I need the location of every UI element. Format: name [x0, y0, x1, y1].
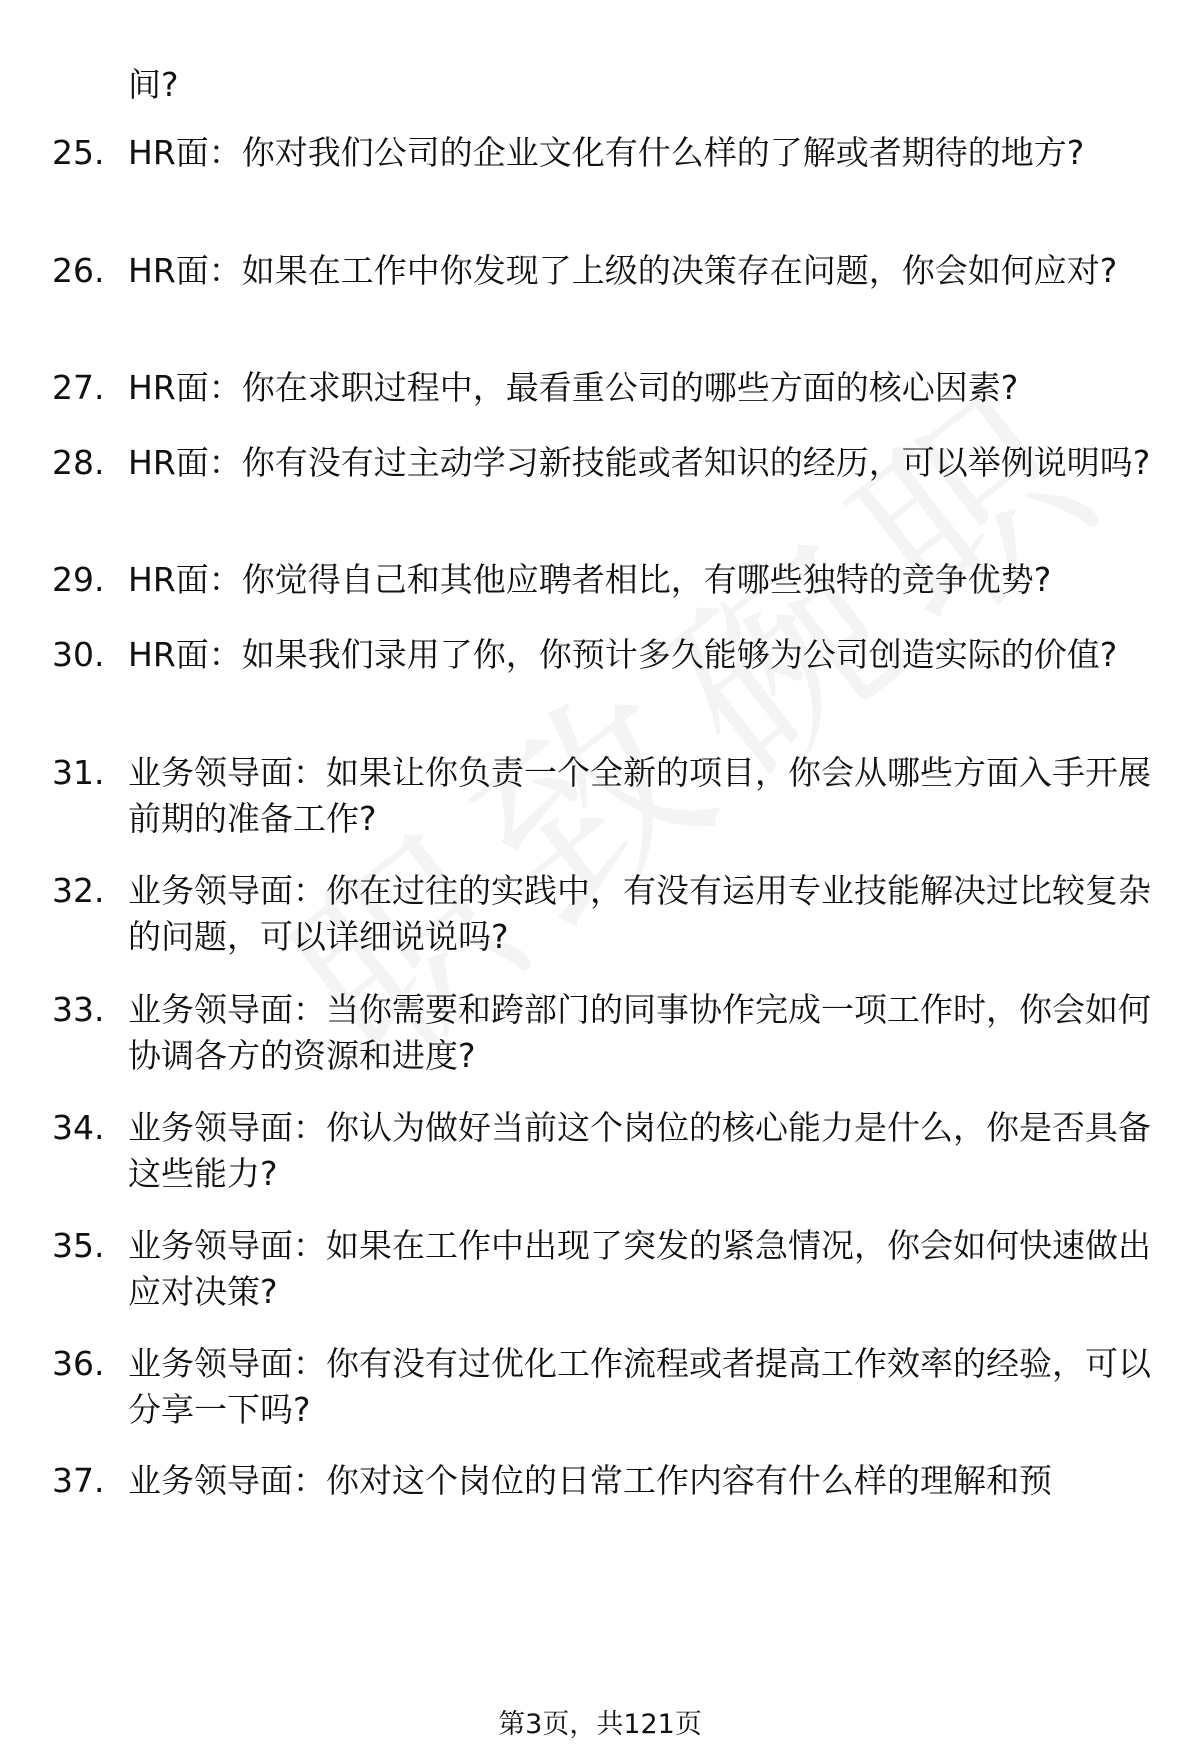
question-text: 业务领导面：你在过往的实践中，有没有运用专业技能解决过比较复杂的问题，可以详细说说吗? — [128, 871, 1151, 956]
question-item — [52, 632, 1162, 678]
question-item — [52, 130, 1162, 176]
page-footer: 第3页，共121页 — [498, 1709, 702, 1740]
question-number: 27. — [52, 368, 105, 407]
question-number: 29. — [52, 560, 105, 599]
question-item — [52, 750, 1162, 842]
question-text: 业务领导面：你认为做好当前这个岗位的核心能力是什么，你是否具备这些能力? — [128, 1108, 1151, 1193]
question-text: HR面：你有没有过主动学习新技能或者知识的经历，可以举例说明吗? — [128, 443, 1151, 482]
question-number: 25. — [52, 133, 105, 172]
question-text: HR面：如果在工作中你发现了上级的决策存在问题，你会如何应对? — [128, 251, 1118, 290]
question-number: 33. — [52, 990, 105, 1029]
question-number: 37. — [52, 1461, 105, 1500]
question-item — [52, 987, 1162, 1079]
question-text: 业务领导面：你有没有过优化工作流程或者提高工作效率的经验，可以分享一下吗? — [128, 1344, 1151, 1429]
question-number: 31. — [52, 753, 105, 792]
question-item — [52, 557, 1162, 603]
question-text: HR面：如果我们录用了你，你预计多久能够为公司创造实际的价值? — [128, 635, 1118, 674]
question-text: 业务领导面：如果在工作中出现了突发的紧急情况，你会如何快速做出应对决策? — [128, 1226, 1151, 1311]
question-item — [52, 248, 1162, 294]
question-number: 35. — [52, 1226, 105, 1265]
question-item — [52, 1458, 1162, 1504]
question-item — [52, 1223, 1162, 1315]
question-number: 32. — [52, 871, 105, 910]
question-text: HR面：你在求职过程中，最看重公司的哪些方面的核心因素? — [128, 368, 1019, 407]
question-number: 30. — [52, 635, 105, 674]
question-number: 28. — [52, 443, 105, 482]
question-item — [52, 365, 1162, 411]
question-number: 26. — [52, 251, 105, 290]
question-number: 34. — [52, 1108, 105, 1147]
question-item — [52, 1341, 1162, 1433]
question-text: HR面：你觉得自己和其他应聘者相比，有哪些独特的竞争优势? — [128, 560, 1052, 599]
question-text: 业务领导面：当你需要和跨部门的同事协作完成一项工作时，你会如何协调各方的资源和进度? — [128, 990, 1151, 1075]
question-number: 36. — [52, 1344, 105, 1383]
continuation-text: 间? — [128, 65, 179, 104]
question-item — [52, 868, 1162, 960]
question-item — [52, 440, 1162, 486]
question-text: 业务领导面：如果让你负责一个全新的项目，你会从哪些方面入手开展前期的准备工作? — [128, 753, 1151, 838]
question-text: 业务领导面：你对这个岗位的日常工作内容有什么样的理解和预 — [128, 1461, 1052, 1500]
question-text: HR面：你对我们公司的企业文化有什么样的了解或者期待的地方? — [128, 133, 1085, 172]
question-item — [52, 1105, 1162, 1197]
